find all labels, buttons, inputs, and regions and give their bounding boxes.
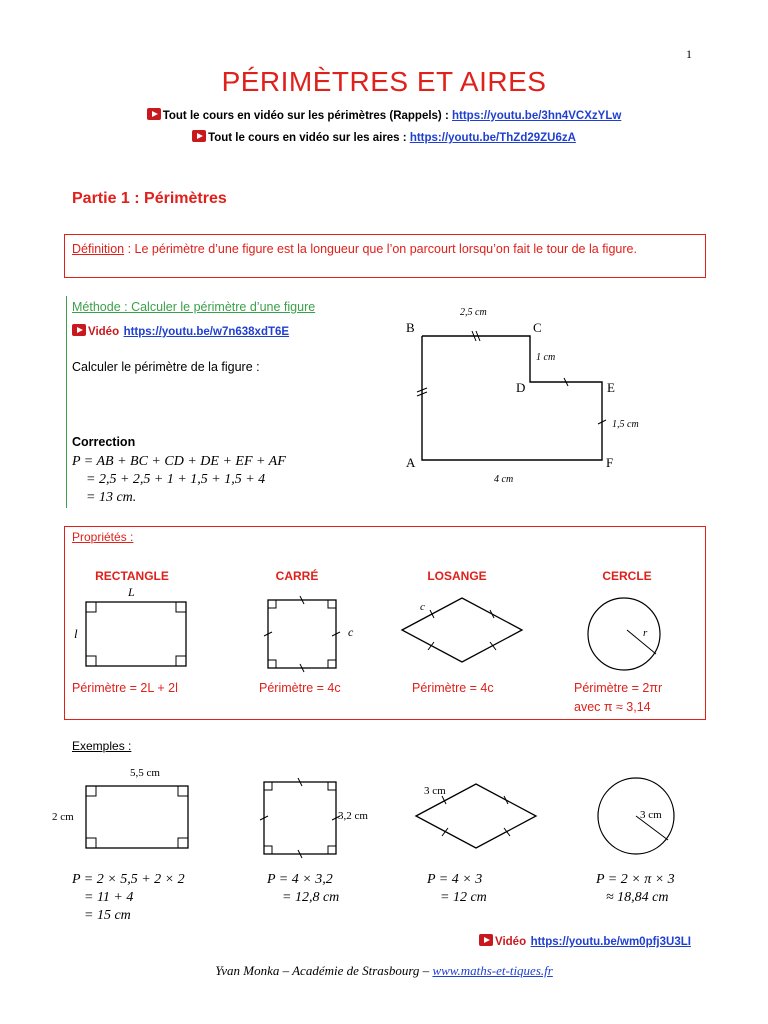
method-instruction: Calculer le périmètre de la figure : xyxy=(72,360,260,374)
shape-title-square: CARRÉ xyxy=(275,569,319,583)
example2-line2: = 12,8 cm xyxy=(282,890,340,905)
right-angle-marks xyxy=(86,602,186,666)
youtube-play-icon[interactable] xyxy=(147,108,161,120)
right-angle-marks xyxy=(268,600,336,668)
label-c-square: c xyxy=(348,625,354,639)
example-label-radius: 3 cm xyxy=(640,809,662,821)
vertex-f: F xyxy=(606,455,614,470)
formula-rectangle: Périmètre = 2L + 2l xyxy=(72,681,178,695)
example3-line2: = 12 cm xyxy=(440,890,487,905)
examples-shapes xyxy=(40,760,720,870)
examples-video-link[interactable]: https://youtu.be/wm0pfj3U3LI xyxy=(530,936,691,948)
correction-line-2: = 2,5 + 2,5 + 1 + 1,5 + 1,5 + 4 xyxy=(86,472,266,487)
label-bc: 2,5 cm xyxy=(460,307,487,318)
page-number: 1 xyxy=(686,47,692,61)
label-r: r xyxy=(643,627,648,639)
label-c-rhombus: c xyxy=(420,601,425,613)
method-figure xyxy=(390,300,660,500)
method-title: Méthode : Calculer le périmètre d’une figure xyxy=(72,300,316,314)
youtube-play-icon[interactable] xyxy=(192,130,206,142)
label-L: L xyxy=(128,585,135,599)
example4-line1: P = 2 × π × 3 xyxy=(596,872,675,887)
shape-title-circle: CERCLE xyxy=(602,569,652,583)
examples-video: Vidéo https://youtu.be/wm0pfj3U3LI xyxy=(479,932,691,950)
properties-label: Propriétés : xyxy=(72,530,134,544)
youtube-play-icon[interactable] xyxy=(72,324,86,336)
examples-label: Exemples : xyxy=(72,739,132,753)
formula-rhombus: Périmètre = 4c xyxy=(412,681,494,695)
shape-title-rhombus: LOSANGE xyxy=(427,569,487,583)
example-rectangle xyxy=(86,786,188,848)
right-angle-marks xyxy=(86,786,188,848)
method-video-link[interactable]: https://youtu.be/w7n638xdT6E xyxy=(123,326,290,338)
example-label-side: 3,2 cm xyxy=(338,810,368,822)
video-line-areas: Tout le cours en vidéo sur les aires : https://youtu.be/ThZd29ZU6zA xyxy=(0,130,768,144)
vertex-d: D xyxy=(516,380,526,395)
label-cd: 1 cm xyxy=(536,352,556,363)
circle-shape xyxy=(588,598,660,670)
right-angle-marks xyxy=(264,782,336,854)
example1-line1: P = 2 × 5,5 + 2 × 2 xyxy=(72,872,185,887)
youtube-play-icon[interactable] xyxy=(479,934,493,946)
footer-link[interactable]: www.maths-et-tiques.fr xyxy=(432,963,553,978)
page-title: PÉRIMÈTRES ET AIRES xyxy=(221,66,547,97)
vertex-a: A xyxy=(406,455,416,470)
method-sidebar xyxy=(66,296,67,508)
tick-mark xyxy=(490,610,494,618)
label-af: 4 cm xyxy=(494,474,514,485)
example-label-rhombus-side: 3 cm xyxy=(424,785,446,797)
method-video: Vidéo https://youtu.be/w7n638xdT6E xyxy=(72,322,289,340)
correction-label: Correction xyxy=(72,435,136,449)
example1-line3: = 15 cm xyxy=(84,908,131,923)
example4-line2: ≈ 18,84 cm xyxy=(606,890,669,905)
label-ef: 1,5 cm xyxy=(612,419,639,430)
example-label-length: 5,5 cm xyxy=(130,767,160,779)
example-square xyxy=(264,782,336,854)
example3-line1: P = 4 × 3 xyxy=(427,872,483,887)
properties-shapes xyxy=(64,580,706,680)
vertex-c: C xyxy=(533,320,542,335)
video-link-perimeters[interactable]: https://youtu.be/3hn4VCXzYLw xyxy=(451,110,622,122)
example-label-width: 2 cm xyxy=(52,811,74,823)
formula-circle: Périmètre = 2πr xyxy=(574,681,663,695)
formula-square: Périmètre = 4c xyxy=(259,681,341,695)
part1-heading: Partie 1 : Périmètres xyxy=(72,190,227,207)
definition-text: Définition : Le périmètre d’une figure est la longueur que l’on parcourt lorsqu’on fait le tour de la figure. xyxy=(72,242,637,256)
label-l: l xyxy=(74,626,78,641)
radius-line xyxy=(627,630,656,654)
vertex-e: E xyxy=(607,380,615,395)
video-link-areas[interactable]: https://youtu.be/ThZd29ZU6zA xyxy=(409,132,576,144)
example1-line2: = 11 + 4 xyxy=(84,890,134,905)
pi-approximation: avec π ≈ 3,14 xyxy=(574,700,651,714)
correction-line-1: P = AB + BC + CD + DE + EF + AF xyxy=(72,454,286,469)
video-line-perimeters: Tout le cours en vidéo sur les périmètres (Rappels) : https://youtu.be/3hn4VCXzYLw xyxy=(0,108,768,122)
shape-title-rectangle: RECTANGLE xyxy=(95,569,169,583)
tick-mark xyxy=(504,796,508,804)
square-shape xyxy=(268,600,336,668)
correction-line-3: = 13 cm. xyxy=(86,490,137,505)
vertex-b: B xyxy=(406,320,415,335)
figure-outline xyxy=(422,336,602,460)
tick-mark xyxy=(430,610,434,618)
page-footer: Yvan Monka – Académie de Strasbourg – www.maths-et-tiques.fr xyxy=(215,963,553,978)
rectangle-shape xyxy=(86,602,186,666)
example2-line1: P = 4 × 3,2 xyxy=(267,872,333,887)
